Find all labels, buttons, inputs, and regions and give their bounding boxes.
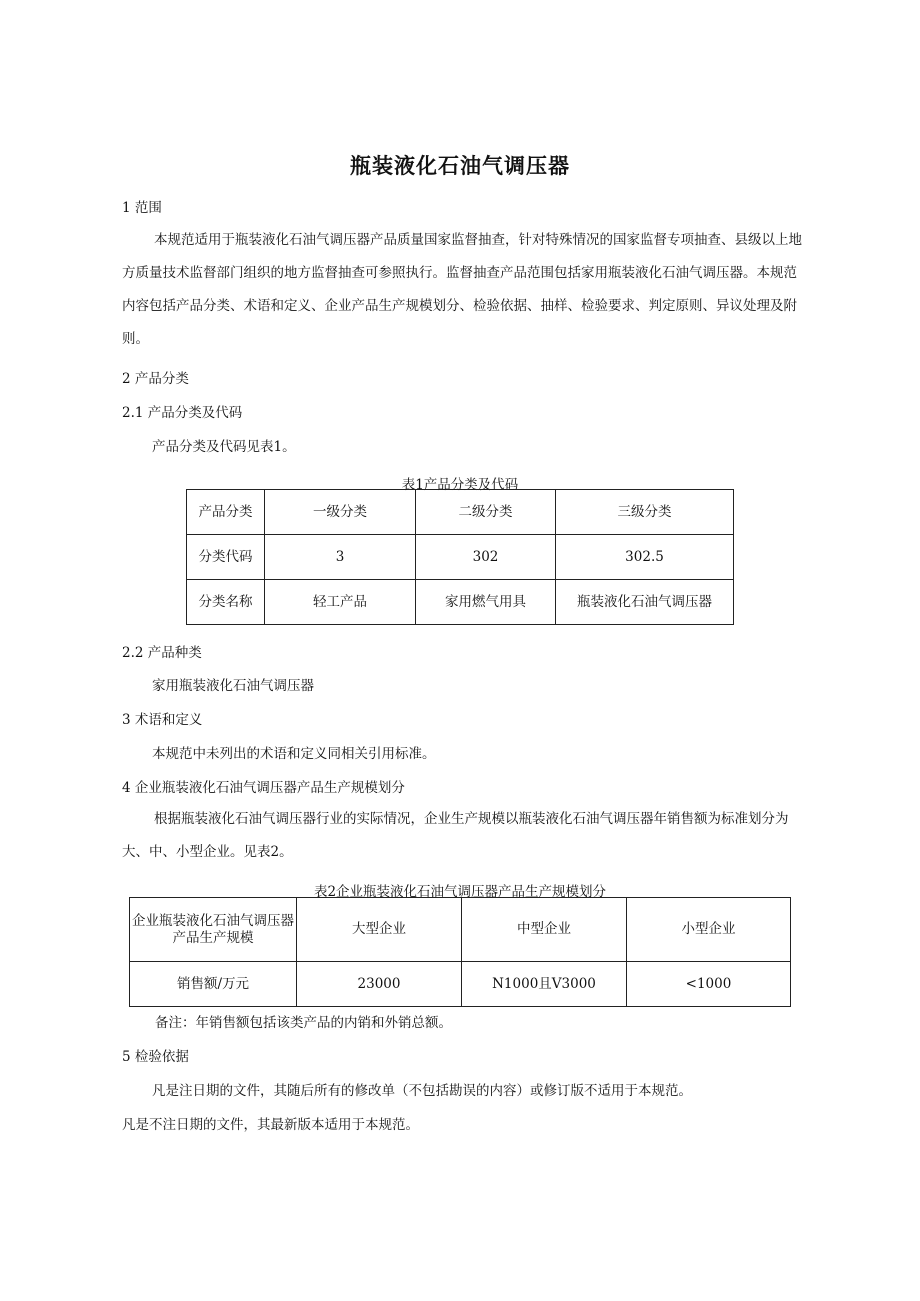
table-cell: <1000	[627, 962, 791, 1007]
table-row	[187, 535, 734, 580]
table-cell: 一级分类	[265, 490, 416, 535]
table-row	[187, 490, 734, 535]
section-1-paragraph: 本规范适用于瓶装液化石油气调压器产品质量国家监督抽查，针对特殊情况的国家监督专项抽查、县级以上地方质量技术监督部门组织的地方监督抽查可参照执行。监督抽查产品范围包括家用瓶装液化石油气调压器。本规范内容包括产品分类、术语和定义、企业产品生产规模划分、检验依据、抽样、检验要求、判定原则、异议处理及附则。	[122, 232, 802, 347]
table-cell: 分类名称	[187, 580, 265, 625]
table-cell: 销售额/万元	[130, 962, 297, 1007]
table-row	[130, 898, 791, 962]
table-cell: 瓶装液化石油气调压器	[556, 580, 734, 625]
table-cell: 小型企业	[627, 898, 791, 962]
section-3-heading: 3 术语和定义	[122, 712, 203, 728]
section-2-1-heading: 2.1 产品分类及代码	[122, 405, 243, 421]
section-2-1-text: 产品分类及代码见表1。	[152, 439, 296, 455]
section-2-heading: 2 产品分类	[122, 371, 189, 387]
section-5-text-2: 凡是不注日期的文件，其最新版本适用于本规范。	[122, 1117, 419, 1133]
table-header-cell	[130, 898, 297, 962]
table-cell: 三级分类	[556, 490, 734, 535]
table-row	[187, 580, 734, 625]
table1-caption: 表1产品分类及代码	[401, 477, 519, 493]
header-line: 企业瓶装液化石油气调压器	[132, 912, 294, 929]
table2-note: 备注：年销售额包括该类产品的内销和外销总额。	[155, 1015, 452, 1031]
section-2-2-text: 家用瓶装液化石油气调压器	[152, 678, 314, 694]
section-4-paragraph: 根据瓶装液化石油气调压器行业的实际情况，企业生产规模以瓶装液化石油气调压器年销售额为标准划分为大、中、小型企业。见表2。	[122, 811, 789, 860]
table-cell: 二级分类	[416, 490, 556, 535]
document-title: 瓶装液化石油气调压器	[350, 154, 570, 178]
table-cell: 分类代码	[187, 535, 265, 580]
production-scale-table	[129, 897, 791, 1007]
table2-caption: 表2企业瓶装液化石油气调压器产品生产规模划分	[313, 884, 607, 900]
product-classification-table	[186, 489, 734, 625]
table-cell: 3	[265, 535, 416, 580]
section-5-text-1: 凡是注日期的文件，其随后所有的修改单（不包括勘误的内容）或修订版不适用于本规范。	[152, 1083, 692, 1099]
table-cell: 产品分类	[187, 490, 265, 535]
section-1-heading: 1 范围	[122, 200, 162, 216]
table-cell: 中型企业	[462, 898, 627, 962]
table-cell: 大型企业	[297, 898, 462, 962]
table-cell: 23000	[297, 962, 462, 1007]
section-5-heading: 5 检验依据	[122, 1049, 189, 1065]
table-row	[130, 962, 791, 1007]
section-3-text: 本规范中未列出的术语和定义同相关引用标准。	[152, 746, 436, 762]
section-4-heading: 4 企业瓶装液化石油气调压器产品生产规模划分	[122, 780, 405, 796]
header-line: 产品生产规模	[172, 929, 254, 946]
section-2-2-heading: 2.2 产品种类	[122, 645, 202, 661]
table-cell: 家用燃气用具	[416, 580, 556, 625]
table-cell: 302.5	[556, 535, 734, 580]
table-cell: N1000且V3000	[462, 962, 627, 1007]
table-cell: 轻工产品	[265, 580, 416, 625]
table-cell: 302	[416, 535, 556, 580]
